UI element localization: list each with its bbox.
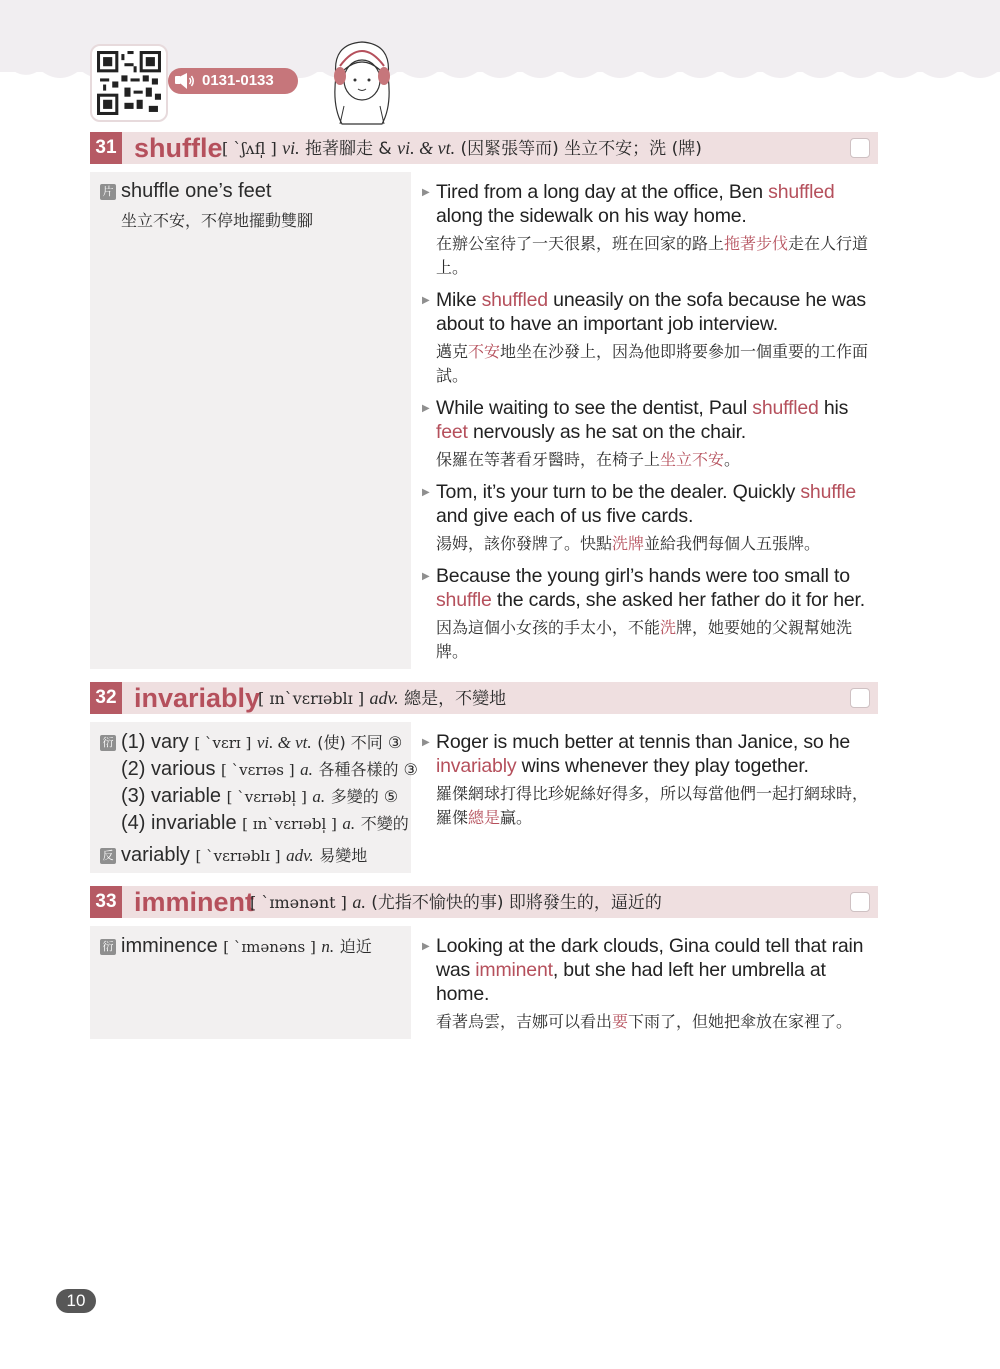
derived-word: 衍 imminence [ ˋɪmənəns ] n. 迫近 — [100, 934, 372, 958]
entry-number: 32 — [90, 682, 122, 714]
example-32-1 — [422, 730, 878, 830]
phrase: shuffle one’s feet — [121, 180, 272, 202]
example-translation: 湯姆，該你發牌了。快點洗牌並給我們每個人五張牌。 — [436, 534, 821, 553]
antonym-badge-icon: 反 — [100, 848, 116, 864]
headword: imminent — [134, 887, 255, 917]
example-31-4 — [422, 480, 878, 556]
part-of-speech: vi. & vt. — [397, 138, 456, 158]
example-sentence: ▶ Because the young girl’s hands were too small to shuffle the cards, she asked her father do it for her. — [422, 564, 878, 612]
antonym-word: 反 variably [ ˋvɛrɪəblɪ ] adv. 易變地 — [100, 843, 367, 867]
audio-track-pill[interactable] — [168, 68, 298, 94]
entry-header-31 — [90, 132, 878, 164]
example-sentence: ▶ Tom, it’s your turn to be the dealer. Quickly shuffle and give each of us five cards. — [422, 480, 878, 528]
entry-notes-31 — [90, 172, 411, 669]
example-sentence: ▶ Tired from a long day at the office, Ben shuffled along the sidewalk on his way home. — [422, 180, 878, 228]
phonetic: [ ˋʃʌfl̩ ] — [222, 139, 277, 158]
example-translation: 羅傑網球打得比珍妮絲好得多，所以每當他們一起打網球時，羅傑總是贏。 — [436, 784, 869, 827]
phonetic: [ ˋɪmənənt ] — [250, 893, 347, 912]
derived-word: (2) various [ ˋvɛrɪəs ] a. 各種各樣的 ③ — [121, 758, 418, 780]
definition-zh: 總是，不變地 — [404, 689, 507, 709]
example-33-1 — [422, 934, 878, 1034]
example-translation: 保羅在等著看牙醫時，在椅子上坐立不安。 — [436, 450, 741, 469]
entry-header-33 — [90, 886, 878, 918]
example-translation: 在辦公室待了一天很累，班在回家的路上拖著步伐走在人行道上。 — [436, 234, 869, 277]
example-sentence: ▶ Looking at the dark clouds, Gina could tell that rain was imminent, but she had left her umbrella at home. — [422, 934, 878, 1006]
phrase-line — [100, 180, 272, 203]
example-31-5 — [422, 564, 878, 664]
study-checkbox[interactable] — [850, 892, 870, 912]
girl-with-headphones-illustration — [322, 36, 402, 126]
qr-code[interactable] — [90, 44, 168, 122]
definition-zh: (尤指不愉快的事) 即將發生的，逼近的 — [371, 893, 662, 913]
qr-code-icon — [97, 51, 161, 115]
headword: invariably — [134, 683, 261, 713]
speaker-icon — [174, 72, 196, 90]
derived-word: 衍 (1) vary [ ˋvɛrɪ ] vi. & vt. (使) 不同 ③ — [100, 730, 402, 754]
entry-notes-33 — [90, 926, 411, 1039]
part-of-speech: adv. — [369, 688, 399, 708]
definition — [222, 132, 702, 164]
example-sentence: ▶ Roger is much better at tennis than Janice, so he invariably wins whenever they play together. — [422, 730, 878, 778]
entry-header-32 — [90, 682, 878, 714]
study-checkbox[interactable] — [850, 138, 870, 158]
audio-track-label: 0131-0133 — [202, 72, 274, 89]
study-checkbox[interactable] — [850, 688, 870, 708]
definition-zh: (因緊張等而) 坐立不安；洗 (牌) — [460, 139, 702, 159]
example-translation: 邁克不安地坐在沙發上，因為他即將要參加一個重要的工作面試。 — [436, 342, 869, 385]
derived-word: (4) invariable [ ɪnˋvɛrɪəbl̩ ] a. 不變的 — [121, 812, 409, 834]
page-number: 10 — [56, 1289, 96, 1313]
definition — [250, 886, 662, 918]
phrase-translation: 坐立不安，不停地擺動雙腳 — [121, 211, 314, 230]
derived-badge-icon: 衍 — [100, 735, 116, 751]
part-of-speech: a. — [352, 892, 366, 912]
phrase-badge-icon: 片 — [100, 184, 116, 200]
headword: shuffle — [134, 133, 223, 163]
example-translation: 看著烏雲，吉娜可以看出要下雨了，但她把傘放在家裡了。 — [436, 1012, 853, 1031]
entry-notes-32 — [90, 722, 418, 873]
derived-word: (3) variable [ ˋvɛrɪəbl̩ ] a. 多變的 ⑤ — [121, 785, 399, 807]
phonetic: [ ɪnˋvɛrɪəblɪ ] — [258, 689, 365, 708]
entry-number: 31 — [90, 132, 122, 164]
definition-zh: 拖著腳走 & — [305, 139, 392, 159]
definition — [258, 682, 506, 714]
example-sentence: ▶ While waiting to see the dentist, Paul shuffled his feet nervously as he sat on the chair. — [422, 396, 878, 444]
part-of-speech: vi. — [282, 138, 300, 158]
example-sentence: ▶ Mike shuffled uneasily on the sofa because he was about to have an important job interview. — [422, 288, 878, 336]
example-31-2 — [422, 288, 878, 388]
example-translation: 因為這個小女孩的手太小，不能洗牌，她要她的父親幫她洗牌。 — [436, 618, 853, 661]
example-31-3 — [422, 396, 878, 472]
example-31-1 — [422, 180, 878, 280]
entry-number: 33 — [90, 886, 122, 918]
derived-badge-icon: 衍 — [100, 939, 116, 955]
